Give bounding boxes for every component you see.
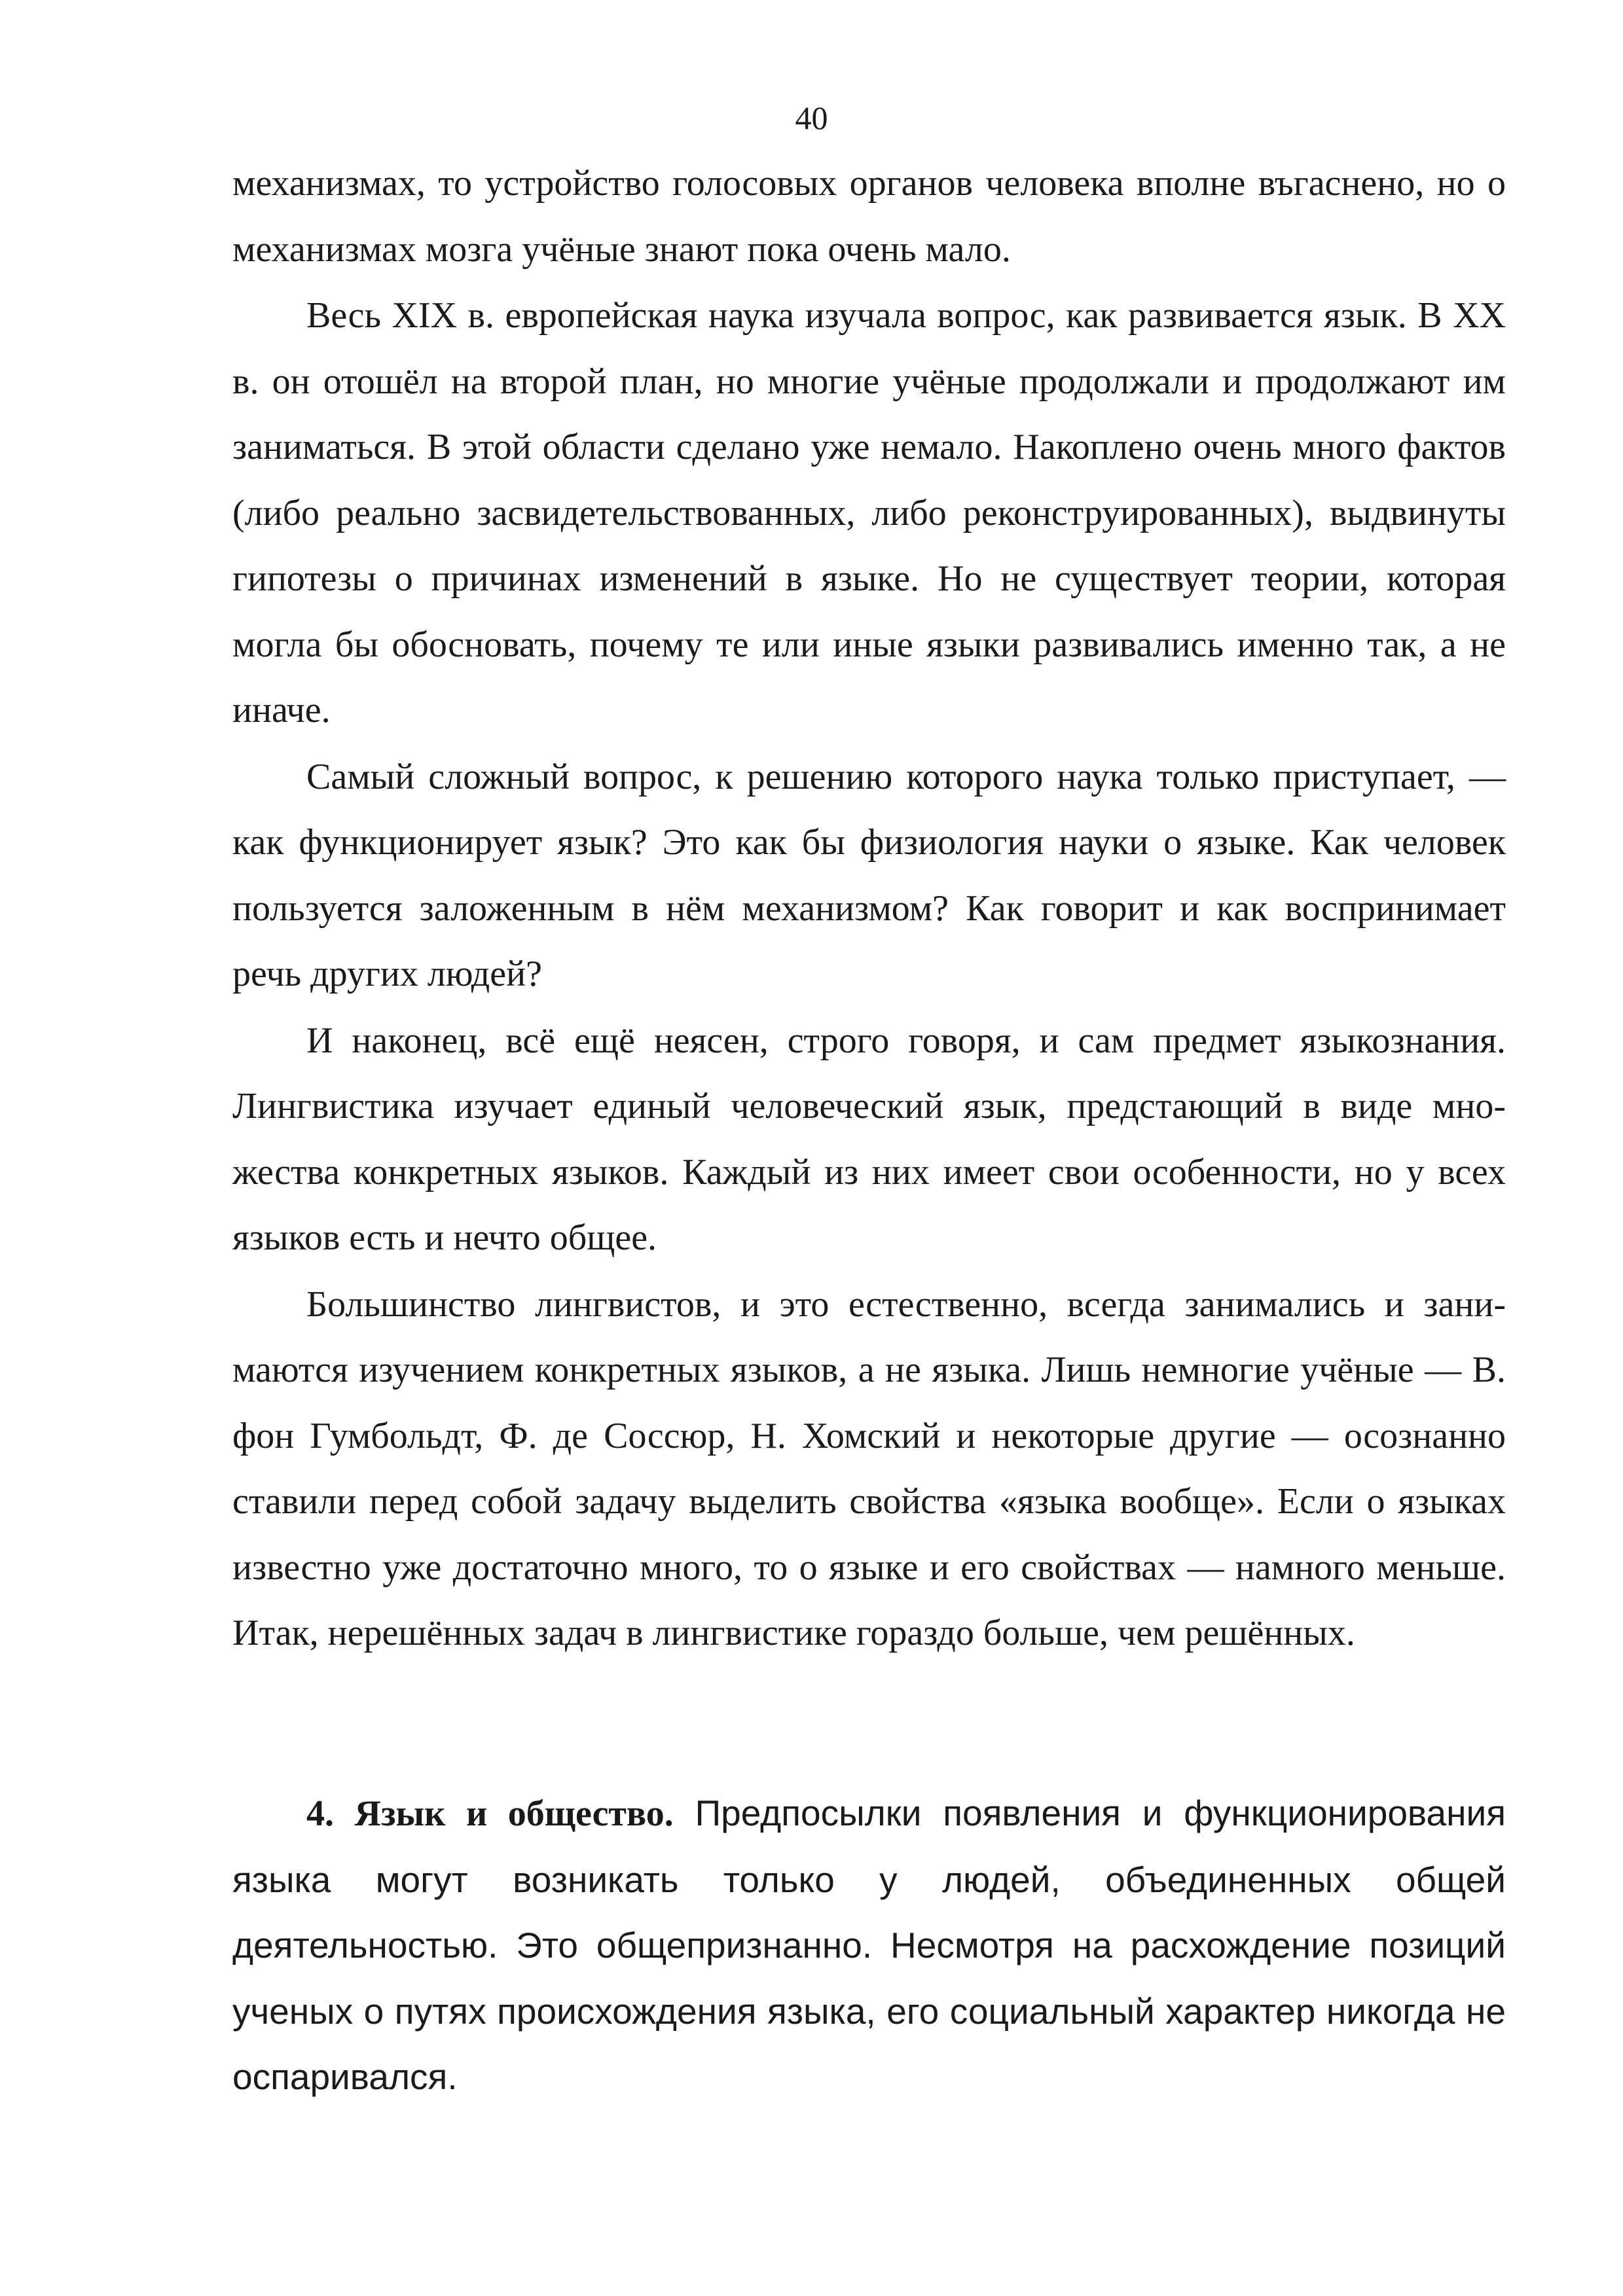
section-title: 4. Язык и общество. — [306, 1793, 674, 1834]
page-number: 40 — [795, 99, 828, 136]
section-paragraph — [232, 1780, 1506, 2110]
section-language-and-society — [232, 1780, 1506, 2111]
paragraph-language-functioning: Самый сложный вопрос, к решению которого наука только приступает, — как функционирует язык? Это как бы физиология науки о языке. Как человек пользуется заложенным в нём механизмом? Как говорит и как воспринимает речь других людей? — [232, 756, 1506, 994]
section-text: Предпосылки появления и функционирования языка могут возникать только у людей, объединенных общей деятельностью. Это общепризнанно. Несмотря на расхождение позиций ученых о путях происхождения языка, его социальный характер никогда не оспаривался. — [232, 1793, 1506, 2097]
paragraph-concrete-languages: Большинство лингвистов, и это естественно, всегда занимались и занимаются изучением конкретных языков, а не языка. Лишь немногие учёные — В. фон Гумбольдт, Ф. де Соссюр, Н. Хомский и некоторые другие — осознанно ставили перед собой задачу выделить свойства «языка вообще». Если о языках известно уже достаточно много, то о языке и его свойствах — намного меньше. Итак, нерешённых задач в лингвистике гораздо больше, чем решённых. — [232, 1283, 1506, 1653]
paragraph-language-development: Весь XIX в. европейская наука изучала вопрос, как развивается язык. В XX в. он отошёл на второй план, но многие учёные продолжали и продолжают им заниматься. В этой области сделано уже немало. Накоплено очень много фактов (либо реально засвидетельствованных, либо реконструированных), выдвинуты гипотезы о причинах изменений в языке. Но не существует теории, которая могла бы обосновать, почему те или иные языки развивались именно так, а не иначе. — [232, 295, 1506, 730]
body-text — [232, 151, 1506, 1667]
paragraph-subject-of-linguistics: И наконец, всё ещё неясен, строго говоря, и сам предмет языкознания. Лингвистика изучает единый человеческий язык, предстающий в виде множества конкретных языков. Каждый из них имеет свои особенности, но у всех языков есть и нечто общее. — [232, 1020, 1506, 1258]
paragraph-continuation: механизмах, то устройство голосовых органов человека вполне въгаснено, но о механизмах мозга учёные знают пока очень мало. — [232, 163, 1506, 270]
